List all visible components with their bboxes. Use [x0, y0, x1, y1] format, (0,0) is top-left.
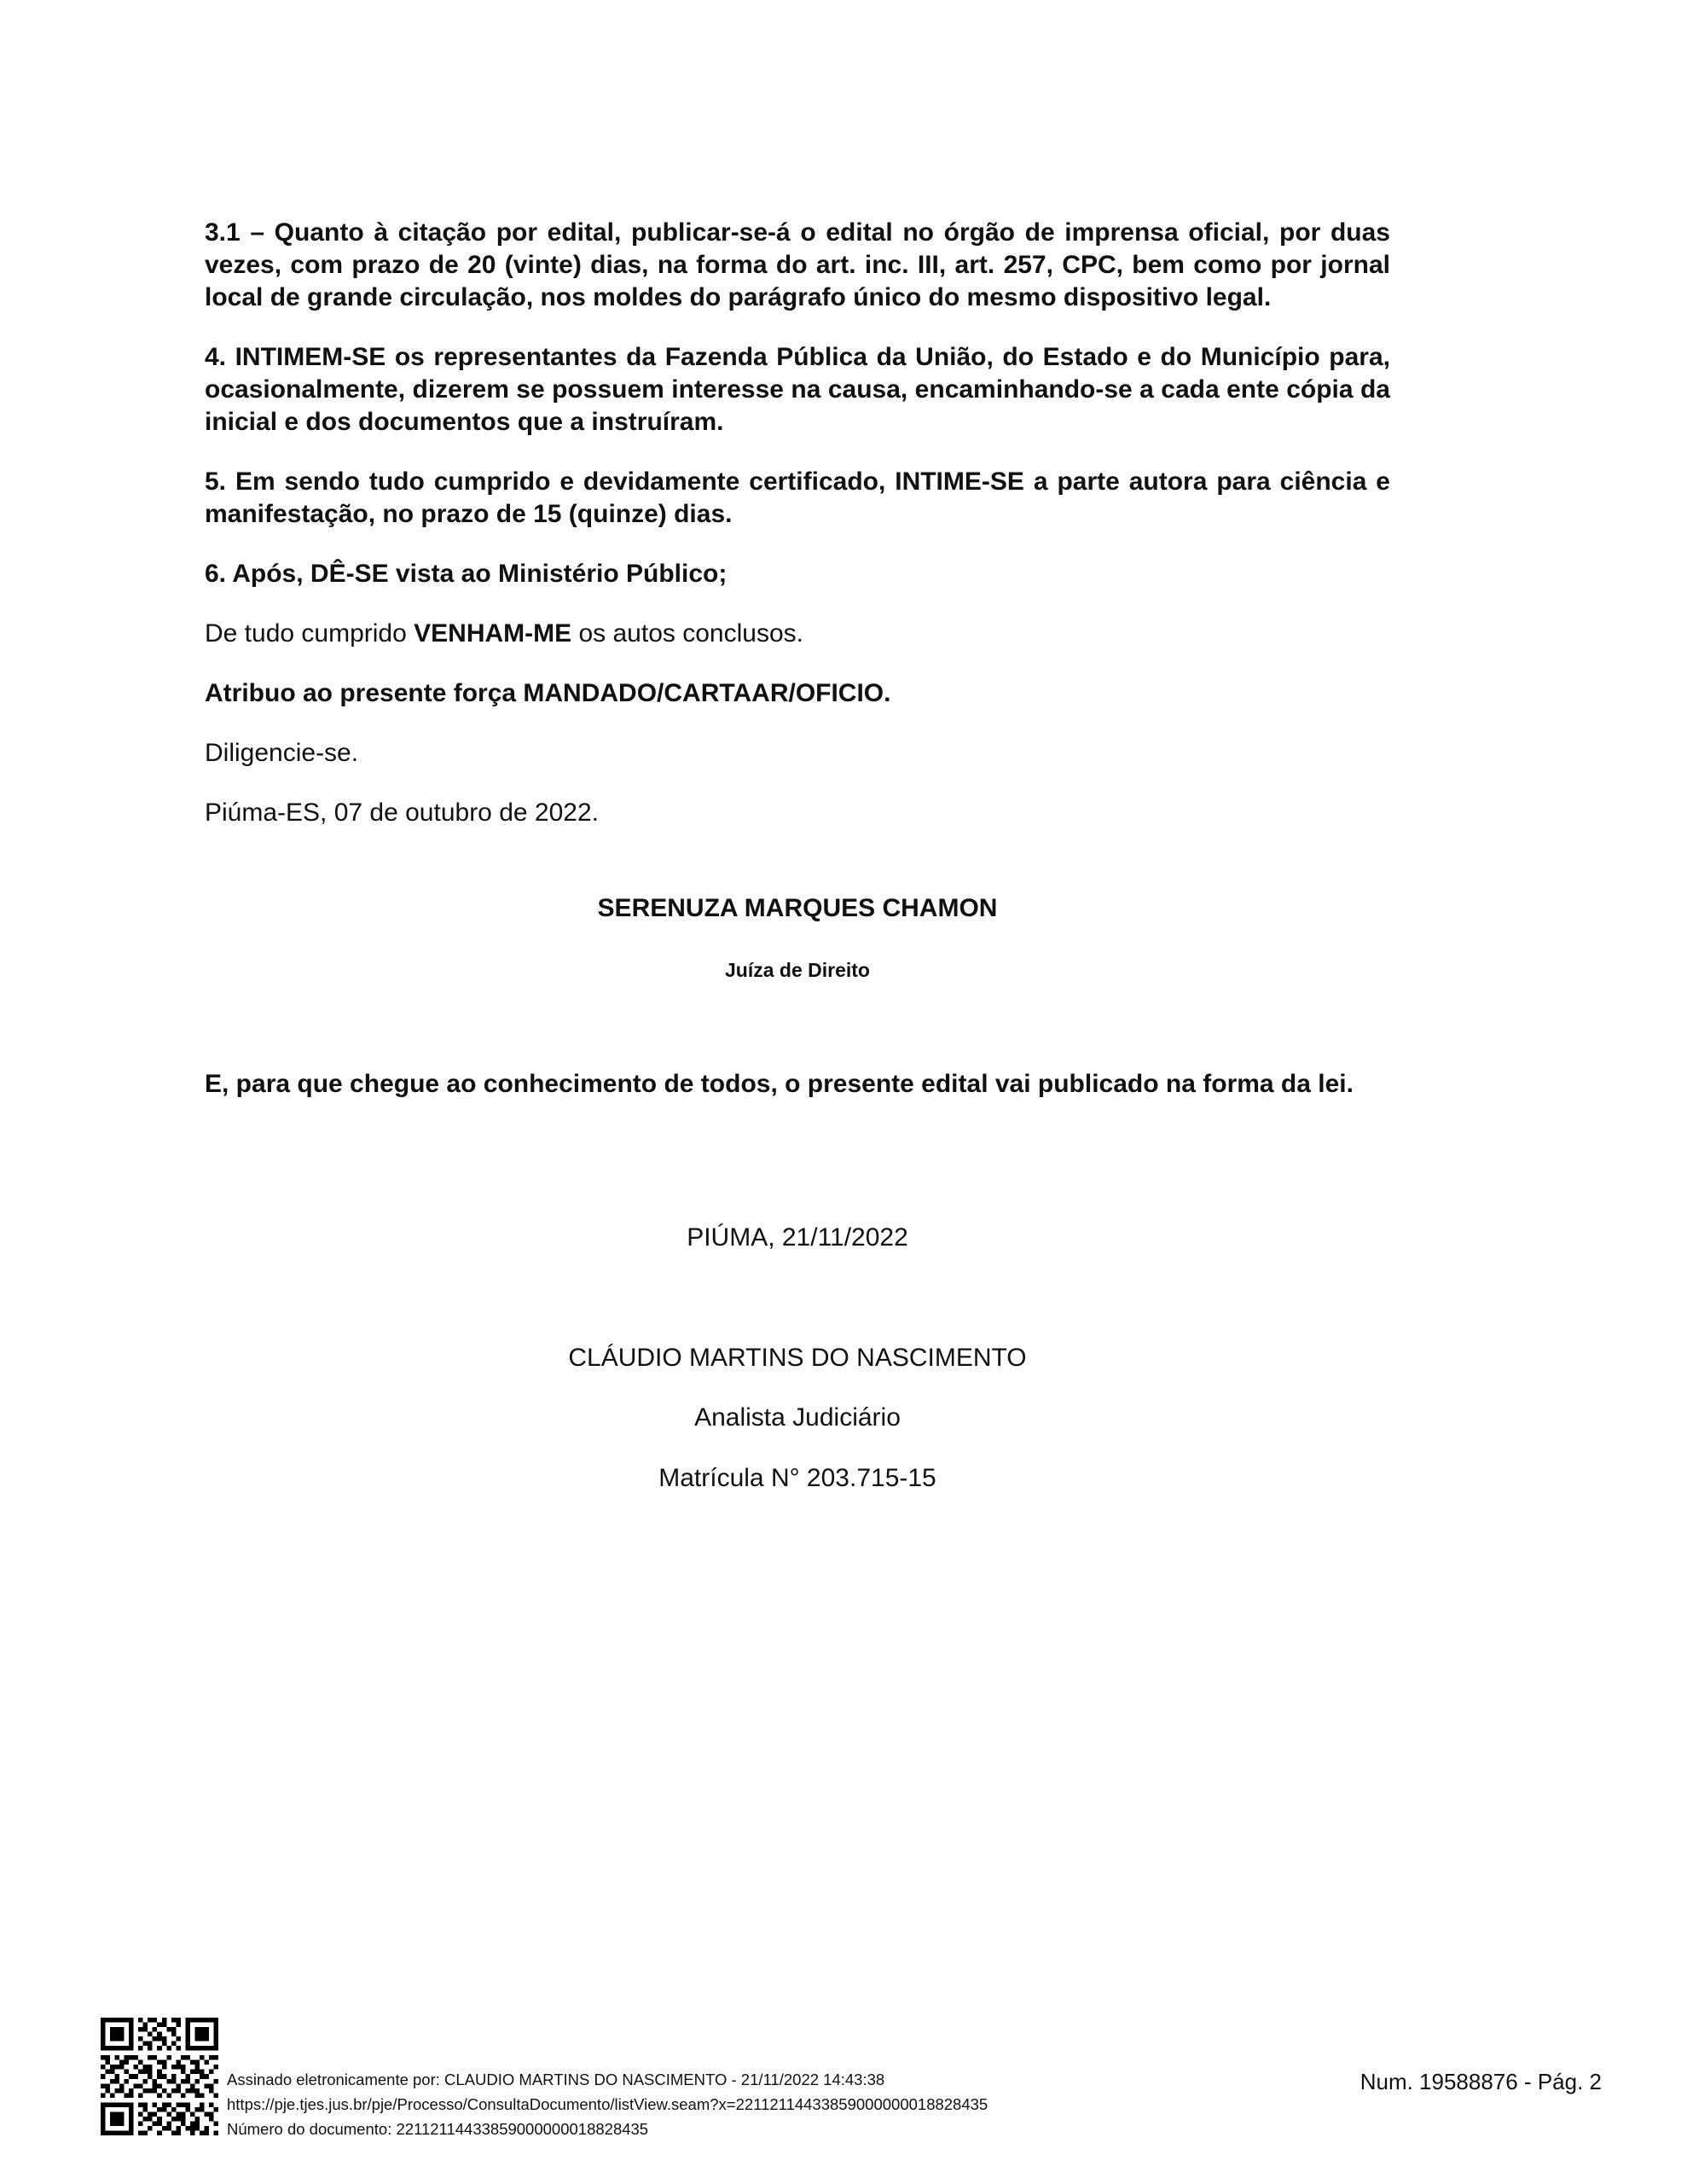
- conclusos-text-start: De tudo cumprido: [205, 619, 415, 648]
- page-number: Num. 19588876 - Pág. 2: [1359, 2069, 1602, 2094]
- signature-footer: [101, 2018, 1602, 2146]
- place-date: PIÚMA, 21/11/2022: [687, 1223, 908, 1252]
- qr-code-icon: [101, 2018, 218, 2135]
- paragraph-6: 6. Após, DÊ-SE vista ao Ministério Público;: [205, 560, 728, 588]
- judge-name: SERENUZA MARQUES CHAMON: [597, 894, 998, 922]
- signature-info: [227, 2067, 988, 2141]
- paragraph-4: 4. INTIMEM-SE os representantes da Fazenda Pública da União, do Estado e do Município para, ocasionalmente, dizerem se possuem interesse na causa, encaminhando-se a cada ente cópia da inicial e dos documentos que a instruíram.: [205, 343, 1390, 436]
- paragraph-diligencie: Diligencie-se.: [205, 739, 359, 767]
- closing-paragraph: E, para que chegue ao conhecimento de todos, o presente edital vai publicado na forma da lei.: [205, 1070, 1354, 1098]
- judge-role: Juíza de Direito: [725, 959, 870, 981]
- clerk-name: CLÁUDIO MARTINS DO NASCIMENTO: [568, 1344, 1027, 1372]
- paragraph-3-1: 3.1 – Quanto à citação por edital, publicar-se-á o edital no órgão de imprensa oficial, por duas vezes, com prazo de 20 (vinte) dias, na forma do art. inc. III, art. 257, CPC, bem como por jornal local de grande circulação, nos moldes do parágrafo único do mesmo dispositivo legal.: [205, 218, 1390, 311]
- paragraph-atribuo: Atribuo ao presente força MANDADO/CARTAAR/OFICIO.: [205, 679, 891, 707]
- paragraph-date: Piúma-ES, 07 de outubro de 2022.: [205, 799, 599, 827]
- conclusos-text-bold: VENHAM-ME: [414, 619, 572, 648]
- conclusos-text-end: os autos conclusos.: [571, 619, 803, 648]
- paragraph-5: 5. Em sendo tudo cumprido e devidamente certificado, INTIME-SE a parte autora para ciência e manifestação, no prazo de 15 (quinze) dias.: [205, 468, 1390, 528]
- document-number-line: Número do documento: 22112114433859000000018828435: [227, 2120, 649, 2138]
- paragraph-conclusos: [205, 618, 1390, 650]
- document-body: [205, 217, 1390, 857]
- document-url-line[interactable]: https://pje.tjes.jus.br/pje/Processo/ConsultaDocumento/listView.seam?x=22112114433859000000018828435: [227, 2095, 988, 2113]
- clerk-role: Analista Judiciário: [694, 1403, 901, 1432]
- signed-by-line: Assinado eletronicamente por: CLAUDIO MARTINS DO NASCIMENTO - 21/11/2022 14:43:38: [227, 2071, 885, 2088]
- clerk-registration: Matrícula N° 203.715-15: [658, 1464, 936, 1492]
